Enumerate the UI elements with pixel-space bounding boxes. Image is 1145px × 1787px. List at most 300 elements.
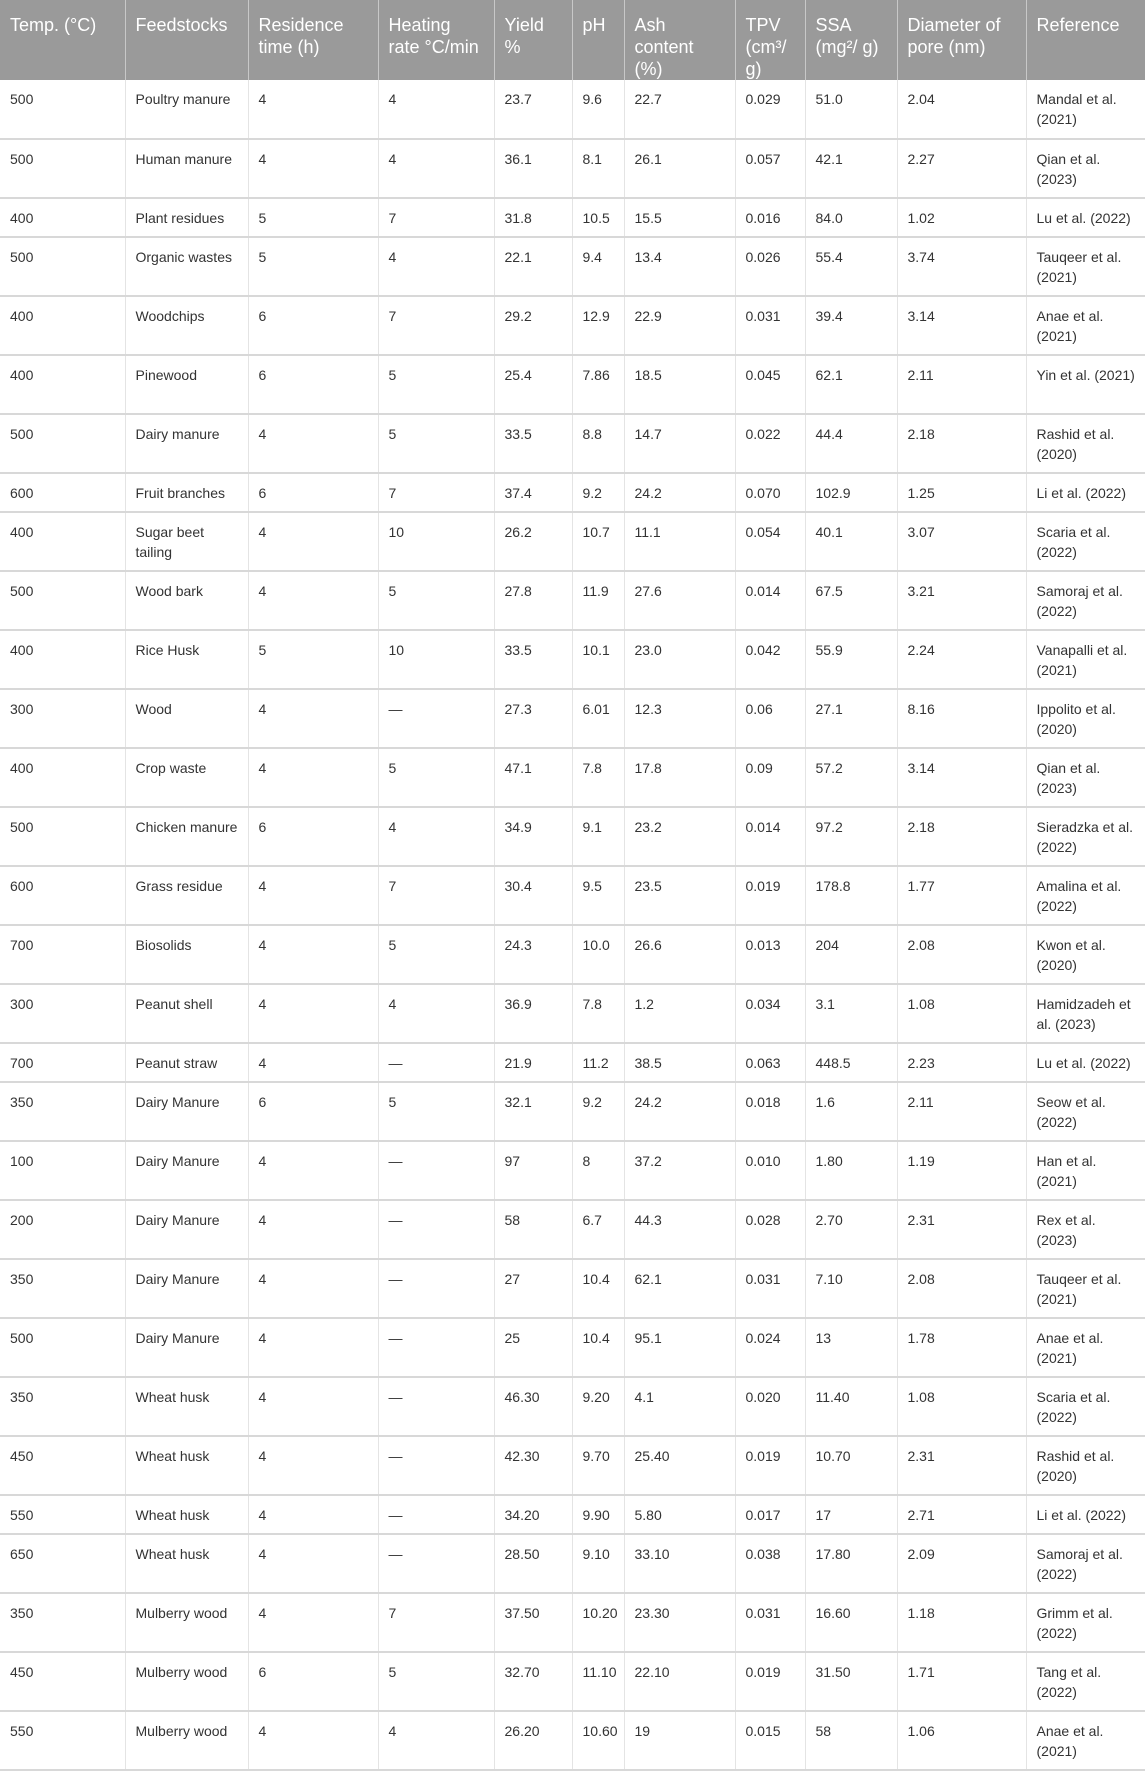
cell-temp: 500	[0, 571, 125, 630]
cell-heating-rate: 5	[378, 571, 494, 630]
table-row	[0, 139, 1145, 198]
cell-feedstock: Wood	[125, 689, 248, 748]
cell-heating-rate: 7	[378, 866, 494, 925]
cell-pore-diameter: 2.09	[897, 1534, 1026, 1593]
cell-tpv: 0.063	[735, 1043, 805, 1082]
table-row	[0, 1593, 1145, 1652]
cell-yield: 23.7	[494, 80, 572, 139]
cell-residence-time: 6	[248, 473, 378, 512]
header-residence-time: Residence time (h)	[248, 0, 378, 80]
cell-reference: Scaria et al. (2022)	[1026, 512, 1145, 571]
cell-reference: Vanapalli et al. (2021)	[1026, 630, 1145, 689]
cell-ash-content: 13.4	[624, 237, 735, 296]
cell-tpv: 0.09	[735, 748, 805, 807]
cell-ash-content: 15.5	[624, 198, 735, 237]
cell-pore-diameter: 2.23	[897, 1043, 1026, 1082]
table-row	[0, 1711, 1145, 1770]
cell-yield: 46.30	[494, 1377, 572, 1436]
cell-ash-content: 11.1	[624, 512, 735, 571]
cell-tpv: 0.028	[735, 1200, 805, 1259]
table-row	[0, 689, 1145, 748]
cell-ssa: 1.80	[805, 1141, 897, 1200]
cell-pore-diameter: 2.11	[897, 1082, 1026, 1141]
cell-temp: 500	[0, 139, 125, 198]
cell-ph: 9.2	[572, 1082, 624, 1141]
cell-yield: 26.2	[494, 512, 572, 571]
cell-ssa: 58	[805, 1711, 897, 1770]
cell-heating-rate: 5	[378, 1652, 494, 1711]
cell-yield: 34.9	[494, 807, 572, 866]
cell-feedstock: Wheat husk	[125, 1495, 248, 1534]
cell-ssa: 62.1	[805, 355, 897, 414]
cell-heating-rate: 4	[378, 237, 494, 296]
cell-feedstock: Mulberry wood	[125, 1652, 248, 1711]
cell-yield: 37.4	[494, 473, 572, 512]
cell-reference: Anae et al. (2021)	[1026, 1711, 1145, 1770]
cell-residence-time: 4	[248, 1593, 378, 1652]
cell-ph: 9.2	[572, 473, 624, 512]
cell-tpv: 0.042	[735, 630, 805, 689]
cell-feedstock: Mulberry wood	[125, 1593, 248, 1652]
cell-residence-time: 5	[248, 630, 378, 689]
cell-temp: 600	[0, 473, 125, 512]
cell-reference: Lu et al. (2022)	[1026, 198, 1145, 237]
cell-yield: 33.5	[494, 630, 572, 689]
cell-heating-rate: 5	[378, 748, 494, 807]
cell-temp: 700	[0, 925, 125, 984]
cell-temp: 400	[0, 296, 125, 355]
cell-feedstock: Dairy Manure	[125, 1141, 248, 1200]
cell-heating-rate: —	[378, 1259, 494, 1318]
cell-reference: Tang et al. (2022)	[1026, 1652, 1145, 1711]
cell-ph: 8.8	[572, 414, 624, 473]
cell-heating-rate: 7	[378, 198, 494, 237]
cell-ash-content: 23.0	[624, 630, 735, 689]
cell-yield: 97	[494, 1141, 572, 1200]
cell-ph: 8.1	[572, 139, 624, 198]
cell-pore-diameter: 8.16	[897, 689, 1026, 748]
cell-residence-time: 4	[248, 139, 378, 198]
cell-ph: 9.1	[572, 807, 624, 866]
cell-yield: 31.8	[494, 198, 572, 237]
cell-feedstock: Poultry manure	[125, 80, 248, 139]
table-row	[0, 630, 1145, 689]
cell-residence-time: 4	[248, 866, 378, 925]
cell-ssa: 448.5	[805, 1043, 897, 1082]
cell-feedstock: Biosolids	[125, 925, 248, 984]
table-row	[0, 984, 1145, 1043]
cell-tpv: 0.010	[735, 1141, 805, 1200]
cell-heating-rate: 10	[378, 512, 494, 571]
cell-tpv: 0.024	[735, 1318, 805, 1377]
cell-feedstock: Dairy Manure	[125, 1318, 248, 1377]
cell-tpv: 0.070	[735, 473, 805, 512]
cell-pore-diameter: 1.77	[897, 866, 1026, 925]
cell-yield: 34.20	[494, 1495, 572, 1534]
table-row	[0, 1318, 1145, 1377]
cell-temp: 700	[0, 1043, 125, 1082]
cell-ssa: 178.8	[805, 866, 897, 925]
cell-ssa: 55.4	[805, 237, 897, 296]
cell-yield: 37.50	[494, 1593, 572, 1652]
cell-reference: Kwon et al. (2020)	[1026, 925, 1145, 984]
cell-yield: 58	[494, 1200, 572, 1259]
cell-pore-diameter: 3.21	[897, 571, 1026, 630]
cell-ash-content: 23.2	[624, 807, 735, 866]
cell-ssa: 1.6	[805, 1082, 897, 1141]
cell-ph: 6.7	[572, 1200, 624, 1259]
cell-pore-diameter: 2.24	[897, 630, 1026, 689]
table-row	[0, 355, 1145, 414]
cell-feedstock: Wheat husk	[125, 1534, 248, 1593]
cell-temp: 200	[0, 1200, 125, 1259]
table-row	[0, 1436, 1145, 1495]
cell-ash-content: 18.5	[624, 355, 735, 414]
cell-ph: 11.10	[572, 1652, 624, 1711]
header-ssa: SSA (mg²/ g)	[805, 0, 897, 80]
cell-feedstock: Organic wastes	[125, 237, 248, 296]
cell-heating-rate: 4	[378, 1711, 494, 1770]
table-row	[0, 1377, 1145, 1436]
cell-reference: Anae et al. (2021)	[1026, 1318, 1145, 1377]
cell-ph: 7.8	[572, 984, 624, 1043]
table-header	[0, 0, 1145, 80]
cell-yield: 32.1	[494, 1082, 572, 1141]
cell-tpv: 0.022	[735, 414, 805, 473]
cell-ssa: 55.9	[805, 630, 897, 689]
cell-ash-content: 27.6	[624, 571, 735, 630]
cell-temp: 500	[0, 80, 125, 139]
cell-reference: Amalina et al. (2022)	[1026, 866, 1145, 925]
cell-feedstock: Fruit branches	[125, 473, 248, 512]
cell-reference: Yin et al. (2021)	[1026, 355, 1145, 414]
cell-pore-diameter: 1.25	[897, 473, 1026, 512]
cell-feedstock: Wheat husk	[125, 1436, 248, 1495]
cell-heating-rate: 5	[378, 925, 494, 984]
cell-residence-time: 5	[248, 198, 378, 237]
cell-pore-diameter: 3.74	[897, 237, 1026, 296]
cell-reference: Seow et al. (2022)	[1026, 1082, 1145, 1141]
cell-yield: 21.9	[494, 1043, 572, 1082]
cell-tpv: 0.038	[735, 1534, 805, 1593]
cell-tpv: 0.017	[735, 1495, 805, 1534]
cell-temp: 100	[0, 1141, 125, 1200]
cell-tpv: 0.019	[735, 1436, 805, 1495]
cell-temp: 500	[0, 807, 125, 866]
cell-reference: Han et al. (2021)	[1026, 1141, 1145, 1200]
cell-tpv: 0.015	[735, 1711, 805, 1770]
cell-ssa: 67.5	[805, 571, 897, 630]
table-row	[0, 237, 1145, 296]
cell-ph: 10.0	[572, 925, 624, 984]
cell-pore-diameter: 2.18	[897, 414, 1026, 473]
cell-temp: 400	[0, 748, 125, 807]
table-row	[0, 1141, 1145, 1200]
cell-ph: 9.6	[572, 80, 624, 139]
cell-temp: 350	[0, 1377, 125, 1436]
table-row	[0, 414, 1145, 473]
cell-feedstock: Human manure	[125, 139, 248, 198]
cell-feedstock: Woodchips	[125, 296, 248, 355]
cell-ash-content: 12.3	[624, 689, 735, 748]
cell-residence-time: 4	[248, 1259, 378, 1318]
cell-temp: 350	[0, 1082, 125, 1141]
cell-yield: 42.30	[494, 1436, 572, 1495]
cell-residence-time: 5	[248, 237, 378, 296]
cell-ph: 9.10	[572, 1534, 624, 1593]
table-row	[0, 512, 1145, 571]
cell-ash-content: 14.7	[624, 414, 735, 473]
cell-reference: Li et al. (2022)	[1026, 473, 1145, 512]
cell-ssa: 97.2	[805, 807, 897, 866]
cell-ph: 10.7	[572, 512, 624, 571]
header-pore-diameter: Diameter of pore (nm)	[897, 0, 1026, 80]
cell-heating-rate: 5	[378, 1082, 494, 1141]
cell-residence-time: 4	[248, 1534, 378, 1593]
cell-reference: Lu et al. (2022)	[1026, 1043, 1145, 1082]
cell-residence-time: 6	[248, 296, 378, 355]
cell-reference: Rashid et al. (2020)	[1026, 414, 1145, 473]
cell-ph: 11.9	[572, 571, 624, 630]
cell-heating-rate: —	[378, 1436, 494, 1495]
cell-tpv: 0.034	[735, 984, 805, 1043]
cell-ph: 10.4	[572, 1259, 624, 1318]
cell-feedstock: Dairy Manure	[125, 1200, 248, 1259]
cell-yield: 22.1	[494, 237, 572, 296]
header-tpv: TPV (cm³/ g)	[735, 0, 805, 80]
cell-ssa: 57.2	[805, 748, 897, 807]
table-row	[0, 296, 1145, 355]
cell-pore-diameter: 2.08	[897, 1259, 1026, 1318]
table-body	[0, 80, 1145, 1770]
cell-ash-content: 4.1	[624, 1377, 735, 1436]
cell-reference: Li et al. (2022)	[1026, 1495, 1145, 1534]
cell-ssa: 42.1	[805, 139, 897, 198]
cell-ssa: 84.0	[805, 198, 897, 237]
cell-ph: 10.20	[572, 1593, 624, 1652]
cell-ash-content: 25.40	[624, 1436, 735, 1495]
cell-reference: Tauqeer et al. (2021)	[1026, 237, 1145, 296]
cell-ash-content: 26.6	[624, 925, 735, 984]
cell-tpv: 0.018	[735, 1082, 805, 1141]
cell-pore-diameter: 2.08	[897, 925, 1026, 984]
cell-ph: 11.2	[572, 1043, 624, 1082]
cell-feedstock: Plant residues	[125, 198, 248, 237]
table-row	[0, 1200, 1145, 1259]
cell-tpv: 0.020	[735, 1377, 805, 1436]
cell-ash-content: 5.80	[624, 1495, 735, 1534]
cell-ph: 6.01	[572, 689, 624, 748]
cell-ssa: 17	[805, 1495, 897, 1534]
cell-pore-diameter: 2.11	[897, 355, 1026, 414]
cell-pore-diameter: 1.78	[897, 1318, 1026, 1377]
cell-pore-diameter: 1.08	[897, 984, 1026, 1043]
cell-residence-time: 4	[248, 1141, 378, 1200]
cell-pore-diameter: 2.31	[897, 1436, 1026, 1495]
cell-residence-time: 4	[248, 1377, 378, 1436]
cell-tpv: 0.026	[735, 237, 805, 296]
cell-yield: 25.4	[494, 355, 572, 414]
table-row	[0, 807, 1145, 866]
cell-feedstock: Dairy manure	[125, 414, 248, 473]
cell-residence-time: 4	[248, 1043, 378, 1082]
cell-heating-rate: 4	[378, 807, 494, 866]
table-row	[0, 571, 1145, 630]
cell-heating-rate: 7	[378, 1593, 494, 1652]
cell-residence-time: 6	[248, 807, 378, 866]
cell-temp: 500	[0, 237, 125, 296]
cell-ash-content: 37.2	[624, 1141, 735, 1200]
cell-ph: 10.60	[572, 1711, 624, 1770]
cell-heating-rate: —	[378, 1534, 494, 1593]
cell-ssa: 16.60	[805, 1593, 897, 1652]
cell-yield: 27.8	[494, 571, 572, 630]
table-row	[0, 866, 1145, 925]
cell-tpv: 0.014	[735, 807, 805, 866]
cell-yield: 28.50	[494, 1534, 572, 1593]
cell-ph: 9.70	[572, 1436, 624, 1495]
cell-reference: Sieradzka et al. (2022)	[1026, 807, 1145, 866]
cell-feedstock: Wood bark	[125, 571, 248, 630]
cell-temp: 600	[0, 866, 125, 925]
cell-tpv: 0.054	[735, 512, 805, 571]
cell-pore-diameter: 1.71	[897, 1652, 1026, 1711]
cell-ssa: 204	[805, 925, 897, 984]
table-row	[0, 1043, 1145, 1082]
cell-heating-rate: 7	[378, 473, 494, 512]
cell-ph: 9.4	[572, 237, 624, 296]
cell-reference: Rex et al. (2023)	[1026, 1200, 1145, 1259]
header-heating-rate: Heating rate °C/min	[378, 0, 494, 80]
cell-ph: 12.9	[572, 296, 624, 355]
table-row	[0, 748, 1145, 807]
cell-tpv: 0.06	[735, 689, 805, 748]
cell-yield: 24.3	[494, 925, 572, 984]
cell-ssa: 3.1	[805, 984, 897, 1043]
cell-ph: 10.4	[572, 1318, 624, 1377]
table-row	[0, 198, 1145, 237]
cell-reference: Anae et al. (2021)	[1026, 296, 1145, 355]
cell-tpv: 0.019	[735, 866, 805, 925]
cell-feedstock: Mulberry wood	[125, 1711, 248, 1770]
cell-ssa: 7.10	[805, 1259, 897, 1318]
cell-residence-time: 4	[248, 571, 378, 630]
cell-pore-diameter: 1.08	[897, 1377, 1026, 1436]
cell-tpv: 0.031	[735, 1593, 805, 1652]
cell-tpv: 0.031	[735, 1259, 805, 1318]
cell-heating-rate: 4	[378, 139, 494, 198]
cell-heating-rate: —	[378, 689, 494, 748]
cell-residence-time: 4	[248, 1436, 378, 1495]
header-row	[0, 0, 1145, 80]
cell-temp: 650	[0, 1534, 125, 1593]
cell-heating-rate: —	[378, 1043, 494, 1082]
cell-ash-content: 38.5	[624, 1043, 735, 1082]
cell-pore-diameter: 2.71	[897, 1495, 1026, 1534]
cell-ash-content: 62.1	[624, 1259, 735, 1318]
cell-feedstock: Dairy Manure	[125, 1259, 248, 1318]
cell-residence-time: 4	[248, 1711, 378, 1770]
table-row	[0, 80, 1145, 139]
cell-reference: Mandal et al. (2021)	[1026, 80, 1145, 139]
cell-feedstock: Crop waste	[125, 748, 248, 807]
cell-yield: 29.2	[494, 296, 572, 355]
cell-heating-rate: —	[378, 1318, 494, 1377]
cell-residence-time: 4	[248, 1495, 378, 1534]
cell-ssa: 31.50	[805, 1652, 897, 1711]
cell-ash-content: 22.7	[624, 80, 735, 139]
cell-temp: 500	[0, 1318, 125, 1377]
cell-tpv: 0.013	[735, 925, 805, 984]
cell-residence-time: 4	[248, 1200, 378, 1259]
cell-reference: Hamidzadeh et al. (2023)	[1026, 984, 1145, 1043]
cell-ssa: 40.1	[805, 512, 897, 571]
cell-reference: Tauqeer et al. (2021)	[1026, 1259, 1145, 1318]
cell-residence-time: 4	[248, 80, 378, 139]
cell-temp: 300	[0, 689, 125, 748]
table-row	[0, 1534, 1145, 1593]
cell-tpv: 0.031	[735, 296, 805, 355]
cell-heating-rate: —	[378, 1377, 494, 1436]
cell-pore-diameter: 2.04	[897, 80, 1026, 139]
cell-yield: 30.4	[494, 866, 572, 925]
cell-tpv: 0.057	[735, 139, 805, 198]
cell-reference: Ippolito et al. (2020)	[1026, 689, 1145, 748]
cell-pore-diameter: 2.27	[897, 139, 1026, 198]
cell-ph: 9.90	[572, 1495, 624, 1534]
cell-pore-diameter: 2.18	[897, 807, 1026, 866]
cell-ash-content: 26.1	[624, 139, 735, 198]
cell-feedstock: Wheat husk	[125, 1377, 248, 1436]
cell-ash-content: 44.3	[624, 1200, 735, 1259]
cell-yield: 26.20	[494, 1711, 572, 1770]
cell-temp: 400	[0, 355, 125, 414]
cell-ssa: 102.9	[805, 473, 897, 512]
cell-ph: 8	[572, 1141, 624, 1200]
cell-pore-diameter: 1.19	[897, 1141, 1026, 1200]
cell-tpv: 0.016	[735, 198, 805, 237]
header-yield: Yield %	[494, 0, 572, 80]
cell-heating-rate: 10	[378, 630, 494, 689]
cell-temp: 350	[0, 1593, 125, 1652]
header-reference: Reference	[1026, 0, 1145, 80]
cell-feedstock: Peanut shell	[125, 984, 248, 1043]
cell-heating-rate: 5	[378, 414, 494, 473]
cell-ssa: 27.1	[805, 689, 897, 748]
cell-temp: 550	[0, 1495, 125, 1534]
cell-reference: Scaria et al. (2022)	[1026, 1377, 1145, 1436]
header-ph: pH	[572, 0, 624, 80]
cell-heating-rate: 4	[378, 80, 494, 139]
cell-ph: 9.5	[572, 866, 624, 925]
cell-pore-diameter: 3.07	[897, 512, 1026, 571]
cell-ph: 10.5	[572, 198, 624, 237]
cell-pore-diameter: 3.14	[897, 296, 1026, 355]
cell-ash-content: 22.10	[624, 1652, 735, 1711]
cell-residence-time: 6	[248, 1652, 378, 1711]
header-ash-content: Ash content (%)	[624, 0, 735, 80]
cell-ash-content: 17.8	[624, 748, 735, 807]
cell-feedstock: Peanut straw	[125, 1043, 248, 1082]
cell-yield: 36.9	[494, 984, 572, 1043]
cell-residence-time: 4	[248, 1318, 378, 1377]
cell-temp: 450	[0, 1652, 125, 1711]
cell-pore-diameter: 2.31	[897, 1200, 1026, 1259]
cell-ssa: 11.40	[805, 1377, 897, 1436]
cell-ash-content: 22.9	[624, 296, 735, 355]
cell-residence-time: 6	[248, 1082, 378, 1141]
table-row	[0, 1259, 1145, 1318]
